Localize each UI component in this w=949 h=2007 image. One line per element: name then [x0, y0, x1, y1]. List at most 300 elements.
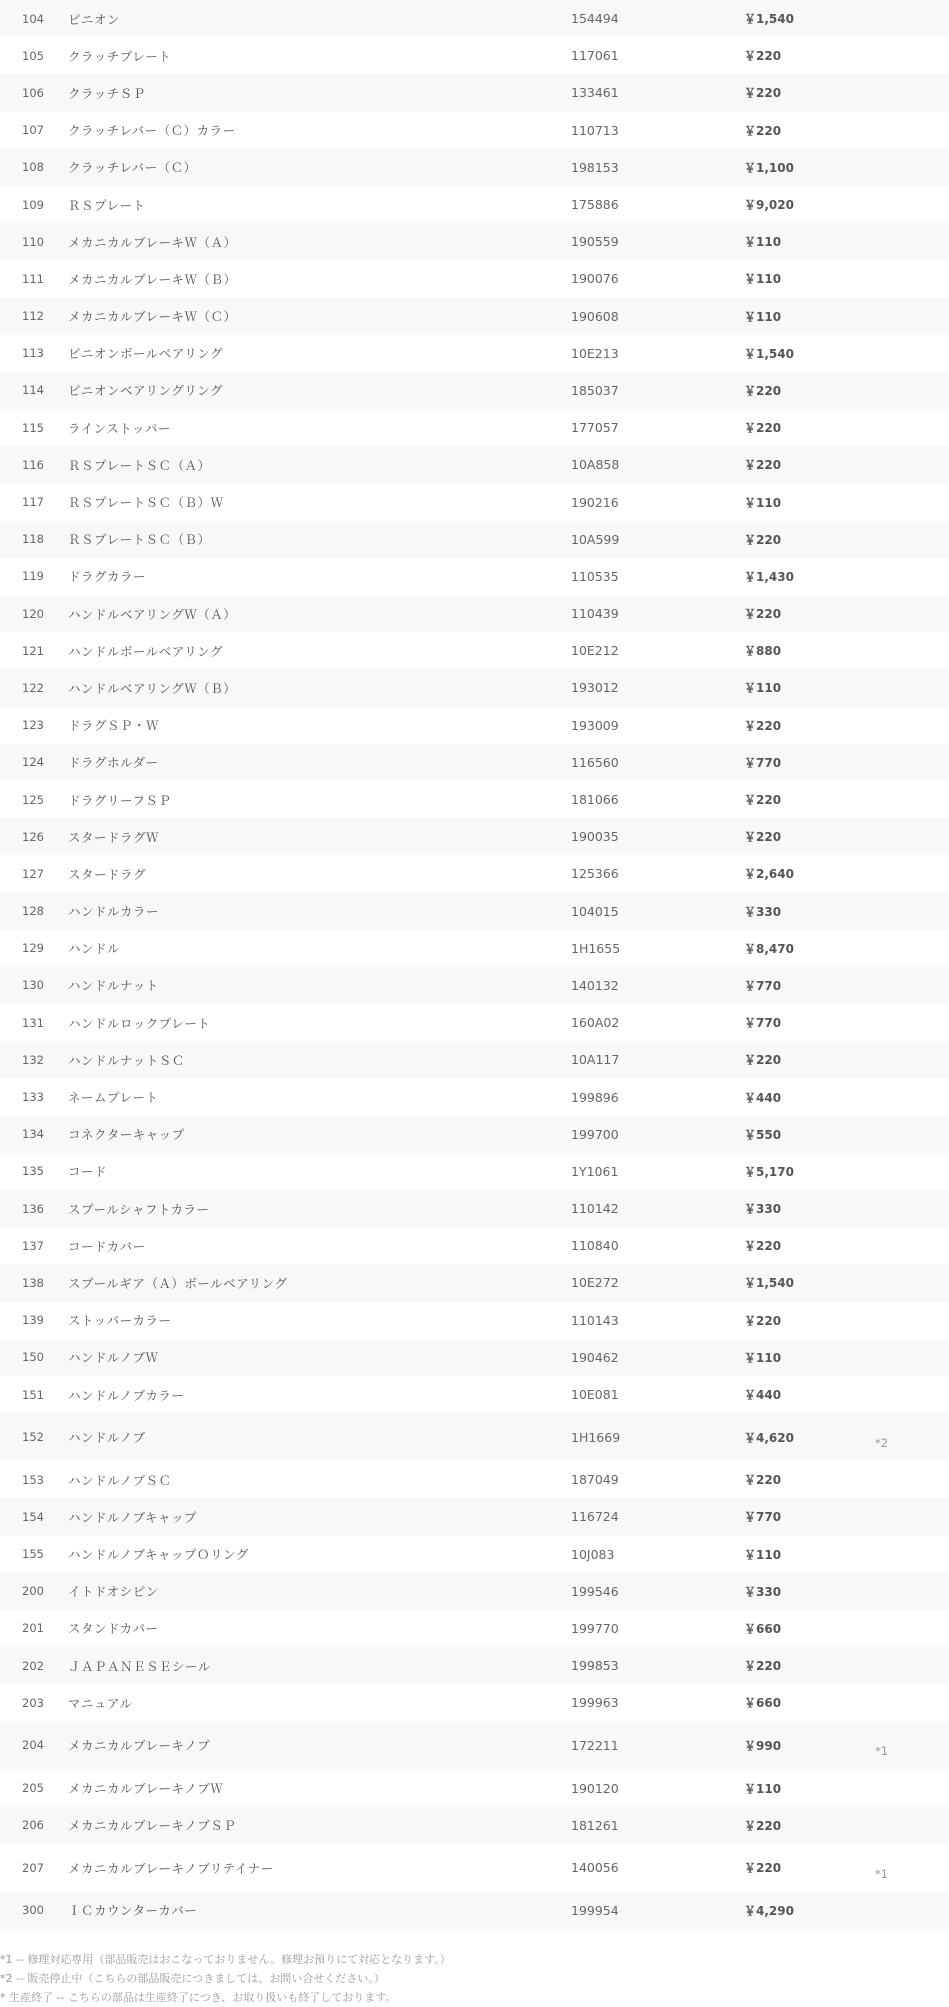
part-price-cell: ￥220	[744, 1861, 782, 1876]
table-row	[0, 707, 949, 744]
part-name-cell: メカニカルブレーキノブＳＰ	[68, 1818, 237, 1834]
table-row	[0, 1153, 949, 1190]
part-number-cell: 111	[22, 271, 44, 286]
part-note-cell	[832, 632, 949, 669]
part-code-cell: 1Y1061	[571, 1163, 619, 1179]
part-name-cell: ＲＳプレート	[68, 197, 146, 213]
table-row	[0, 1376, 949, 1413]
part-note-cell: *2	[875, 1436, 889, 1451]
part-note-cell	[832, 1536, 949, 1573]
part-code-cell: 160A02	[571, 1015, 620, 1031]
part-number-cell: 107	[22, 123, 44, 138]
part-code-cell: 199954	[571, 1902, 619, 1918]
part-note-cell	[832, 893, 949, 930]
part-note-cell	[832, 744, 949, 781]
table-row	[0, 1041, 949, 1078]
part-code-cell: 154494	[571, 11, 619, 27]
part-price-cell: ￥1,540	[744, 1276, 794, 1291]
part-name-cell: スタードラグ	[68, 866, 147, 882]
part-code-cell: 199770	[571, 1620, 619, 1636]
part-note-cell	[832, 112, 949, 149]
part-code-cell: 187049	[571, 1472, 619, 1488]
table-row	[0, 1190, 949, 1227]
part-name-cell: コードカバー	[68, 1238, 146, 1254]
part-code-cell: 10E272	[571, 1275, 619, 1291]
table-row	[0, 1610, 949, 1647]
part-code-cell: 199853	[571, 1658, 619, 1674]
part-note-cell	[832, 855, 949, 892]
part-code-cell: 199963	[571, 1695, 619, 1711]
part-note-cell	[832, 186, 949, 223]
part-price-cell: ￥220	[744, 1313, 782, 1328]
part-price-cell: ￥660	[744, 1696, 782, 1711]
part-note-cell	[832, 1190, 949, 1227]
part-number-cell: 118	[22, 532, 44, 547]
part-code-cell: 177057	[571, 420, 619, 436]
part-code-cell: 190462	[571, 1349, 619, 1365]
part-code-cell: 198153	[571, 159, 619, 175]
part-note-cell	[832, 1892, 949, 1929]
part-price-cell: ￥110	[744, 1781, 782, 1796]
part-note-cell	[832, 669, 949, 706]
part-code-cell: 181066	[571, 792, 619, 808]
part-price-cell: ￥220	[744, 1818, 782, 1833]
part-number-cell: 150	[22, 1350, 44, 1365]
part-name-cell: スタードラグＷ	[68, 829, 160, 845]
part-name-cell: ピニオンベアリングリング	[68, 383, 224, 399]
part-number-cell: 204	[22, 1738, 44, 1753]
part-code-cell: 104015	[571, 903, 619, 919]
part-price-cell: ￥220	[744, 532, 782, 547]
part-name-cell: メカニカルブレーキＷ（Ａ）	[68, 234, 237, 250]
part-code-cell: 10A117	[571, 1052, 620, 1068]
table-row	[0, 967, 949, 1004]
part-name-cell: スプールギア（Ａ）ボールベアリング	[68, 1275, 288, 1291]
part-number-cell: 151	[22, 1387, 44, 1402]
part-price-cell: ￥1,100	[744, 160, 794, 175]
table-row	[0, 893, 949, 930]
part-name-cell: スプールシャフトカラー	[68, 1201, 210, 1217]
part-price-cell: ￥110	[744, 1350, 782, 1365]
table-row	[0, 744, 949, 781]
part-price-cell: ￥220	[744, 86, 782, 101]
part-price-cell: ￥110	[744, 272, 782, 287]
part-name-cell: ハンドルノブＳＣ	[68, 1472, 172, 1488]
part-note-cell	[832, 1610, 949, 1647]
part-note-cell	[832, 1647, 949, 1684]
part-note-cell	[832, 1769, 949, 1806]
part-code-cell: 10A858	[571, 457, 620, 473]
part-number-cell: 206	[22, 1818, 44, 1833]
part-name-cell: ピニオンボールベアリング	[68, 346, 224, 362]
part-name-cell: クラッチレバー（Ｃ）カラー	[68, 123, 236, 139]
part-price-cell: ￥660	[744, 1621, 782, 1636]
part-price-cell: ￥5,170	[744, 1164, 794, 1179]
table-row	[0, 409, 949, 446]
part-note-cell	[832, 1498, 949, 1535]
part-number-cell: 106	[22, 85, 44, 100]
part-number-cell: 201	[22, 1621, 44, 1636]
table-row	[0, 558, 949, 595]
part-code-cell: 190120	[571, 1780, 619, 1796]
part-price-cell: ￥220	[744, 1053, 782, 1068]
part-price-cell: ￥4,290	[744, 1903, 794, 1918]
part-price-cell: ￥220	[744, 1659, 782, 1674]
part-code-cell: 116560	[571, 754, 619, 770]
table-row	[0, 669, 949, 706]
part-code-cell: 181261	[571, 1817, 619, 1833]
part-number-cell: 202	[22, 1658, 44, 1673]
part-price-cell: ￥330	[744, 904, 782, 919]
part-price-cell: ￥770	[744, 1016, 782, 1031]
part-note-cell	[832, 521, 949, 558]
table-row	[0, 335, 949, 372]
part-name-cell: ドラグリーフＳＰ	[68, 792, 172, 808]
table-row	[0, 1339, 949, 1376]
part-price-cell: ￥880	[744, 644, 782, 659]
part-name-cell: ＲＳプレートＳＣ（Ｂ）	[68, 532, 211, 548]
part-note-cell	[832, 1116, 949, 1153]
table-row	[0, 1647, 949, 1684]
part-note-cell: *1	[875, 1744, 889, 1759]
part-number-cell: 122	[22, 680, 44, 695]
part-code-cell: 110142	[571, 1201, 619, 1217]
part-price-cell: ￥110	[744, 681, 782, 696]
part-note-cell	[832, 1684, 949, 1721]
part-name-cell: クラッチレバー（Ｃ）	[68, 160, 197, 176]
table-row	[0, 372, 949, 409]
part-note-cell	[832, 149, 949, 186]
part-name-cell: イトドオシピン	[68, 1584, 159, 1600]
part-number-cell: 105	[22, 48, 44, 63]
part-price-cell: ￥220	[744, 793, 782, 808]
part-number-cell: 136	[22, 1201, 44, 1216]
table-row	[0, 186, 949, 223]
part-code-cell: 190559	[571, 234, 619, 250]
part-price-cell: ￥220	[744, 1473, 782, 1488]
footnote-1: *1 -- 修理対応専用（部品販売はおこなっておりません。修理お預りにて対応となります。）	[0, 1953, 451, 1966]
table-row	[0, 112, 949, 149]
part-number-cell: 110	[22, 234, 44, 249]
part-price-cell: ￥220	[744, 123, 782, 138]
part-price-cell: ￥110	[744, 1547, 782, 1562]
part-note-cell	[832, 0, 949, 37]
part-note-cell	[832, 260, 949, 297]
part-note-cell	[832, 1807, 949, 1844]
part-name-cell: ハンドルノブキャップ	[68, 1509, 198, 1525]
part-note-cell	[832, 335, 949, 372]
table-row	[0, 483, 949, 520]
part-price-cell: ￥1,540	[744, 346, 794, 361]
part-code-cell: 190608	[571, 308, 619, 324]
part-code-cell: 185037	[571, 382, 619, 398]
table-row	[0, 1769, 949, 1806]
part-price-cell: ￥220	[744, 718, 782, 733]
part-number-cell: 116	[22, 457, 44, 472]
part-price-cell: ￥8,470	[744, 941, 794, 956]
part-name-cell: ハンドルベアリングＷ（Ａ）	[68, 606, 237, 622]
table-row	[0, 0, 949, 37]
part-code-cell: 193009	[571, 717, 619, 733]
part-name-cell: マニュアル	[68, 1695, 133, 1711]
table-row	[0, 1721, 949, 1769]
footnote-3: * 生産終了 -- こちらの部品は生産終了につき、お取り扱いも終了しております。	[0, 1991, 397, 2004]
part-number-cell: 131	[22, 1015, 44, 1030]
part-price-cell: ￥4,620	[744, 1430, 794, 1445]
part-name-cell: ラインストッパー	[68, 420, 171, 436]
table-row	[0, 298, 949, 335]
part-note-cell	[832, 1227, 949, 1264]
part-name-cell: ＲＳプレートＳＣ（Ａ）	[68, 457, 211, 473]
part-number-cell: 127	[22, 866, 44, 881]
part-number-cell: 112	[22, 309, 44, 324]
part-note-cell	[832, 74, 949, 111]
part-note-cell	[832, 446, 949, 483]
table-row	[0, 1413, 949, 1461]
part-number-cell: 139	[22, 1313, 44, 1328]
part-number-cell: 125	[22, 792, 44, 807]
part-number-cell: 132	[22, 1052, 44, 1067]
part-name-cell: メカニカルブレーキノブＷ	[68, 1781, 224, 1797]
part-note-cell	[832, 483, 949, 520]
part-name-cell: ハンドルノブカラー	[68, 1387, 185, 1403]
part-name-cell: ハンドルノブキャップＯリング	[68, 1547, 249, 1563]
part-name-cell: ハンドルロックプレート	[68, 1015, 211, 1031]
part-note-cell	[832, 1376, 949, 1413]
part-price-cell: ￥220	[744, 421, 782, 436]
part-number-cell: 108	[22, 160, 44, 175]
part-note-cell	[832, 818, 949, 855]
part-price-cell: ￥770	[744, 755, 782, 770]
part-code-cell: 110143	[571, 1312, 619, 1328]
table-row	[0, 1078, 949, 1115]
part-name-cell: ハンドル	[68, 941, 121, 957]
part-note-cell	[832, 707, 949, 744]
part-note-cell: *1	[875, 1866, 889, 1881]
part-code-cell: 10E213	[571, 345, 619, 361]
part-number-cell: 121	[22, 643, 44, 658]
part-note-cell	[832, 1264, 949, 1301]
table-row	[0, 1461, 949, 1498]
part-name-cell: ＪＡＰＡＮＥＳＥシール	[68, 1658, 211, 1674]
table-row	[0, 223, 949, 260]
part-price-cell: ￥220	[744, 830, 782, 845]
part-name-cell: ストッパーカラー	[68, 1313, 172, 1329]
part-price-cell: ￥110	[744, 235, 782, 250]
part-name-cell: メカニカルブレーキＷ（Ｂ）	[68, 271, 237, 287]
part-code-cell: 125366	[571, 866, 619, 882]
part-price-cell: ￥220	[744, 1239, 782, 1254]
part-code-cell: 175886	[571, 197, 619, 213]
part-number-cell: 130	[22, 978, 44, 993]
part-name-cell: ドラグＳＰ・Ｗ	[68, 718, 160, 734]
table-row	[0, 521, 949, 558]
table-row	[0, 1807, 949, 1844]
part-name-cell: ＲＳプレートＳＣ（Ｂ）Ｗ	[68, 495, 224, 511]
part-name-cell: クラッチプレート	[68, 48, 172, 64]
table-row	[0, 930, 949, 967]
part-number-cell: 115	[22, 420, 44, 435]
part-number-cell: 128	[22, 904, 44, 919]
part-number-cell: 119	[22, 569, 44, 584]
part-number-cell: 203	[22, 1695, 44, 1710]
part-price-cell: ￥440	[744, 1090, 782, 1105]
part-number-cell: 113	[22, 346, 44, 361]
part-price-cell: ￥770	[744, 978, 782, 993]
table-row	[0, 1536, 949, 1573]
table-row	[0, 855, 949, 892]
part-name-cell: クラッチＳＰ	[68, 85, 146, 101]
part-code-cell: 190076	[571, 271, 619, 287]
part-name-cell: ネームプレート	[68, 1090, 159, 1106]
part-number-cell: 205	[22, 1781, 44, 1796]
part-note-cell	[832, 595, 949, 632]
part-note-cell	[832, 930, 949, 967]
part-price-cell: ￥220	[744, 383, 782, 398]
part-code-cell: 199546	[571, 1583, 619, 1599]
part-name-cell: ハンドルナットＳＣ	[68, 1052, 185, 1068]
part-note-cell	[832, 409, 949, 446]
part-code-cell: 110840	[571, 1238, 619, 1254]
part-number-cell: 138	[22, 1275, 44, 1290]
part-code-cell: 190216	[571, 494, 619, 510]
part-number-cell: 114	[22, 383, 44, 398]
part-number-cell: 154	[22, 1509, 44, 1524]
part-name-cell: ハンドルナット	[68, 978, 159, 994]
table-row	[0, 1004, 949, 1041]
part-code-cell: 140132	[571, 977, 619, 993]
part-number-cell: 200	[22, 1584, 44, 1599]
table-row	[0, 1227, 949, 1264]
part-price-cell: ￥9,020	[744, 198, 794, 213]
part-name-cell: コード	[68, 1164, 108, 1180]
part-name-cell: メカニカルブレーキＷ（Ｃ）	[68, 309, 237, 325]
part-name-cell: ＩＣカウンターカバー	[68, 1903, 198, 1919]
part-code-cell: 10E212	[571, 643, 619, 659]
table-row	[0, 149, 949, 186]
part-price-cell: ￥110	[744, 495, 782, 510]
part-code-cell: 199700	[571, 1126, 619, 1142]
part-code-cell: 10J083	[571, 1546, 615, 1562]
part-price-cell: ￥330	[744, 1202, 782, 1217]
part-price-cell: ￥220	[744, 49, 782, 64]
part-note-cell	[832, 1078, 949, 1115]
table-row	[0, 818, 949, 855]
part-number-cell: 129	[22, 941, 44, 956]
part-number-cell: 155	[22, 1547, 44, 1562]
part-note-cell	[832, 558, 949, 595]
part-note-cell	[832, 1302, 949, 1339]
part-code-cell: 1H1669	[571, 1429, 621, 1445]
part-number-cell: 300	[22, 1903, 44, 1918]
part-name-cell: ハンドルノブＷ	[68, 1350, 159, 1366]
part-note-cell	[832, 1339, 949, 1376]
part-number-cell: 135	[22, 1164, 44, 1179]
part-name-cell: メカニカルブレーキノブリテイナー	[68, 1860, 274, 1876]
part-name-cell: メカニカルブレーキノブ	[68, 1738, 211, 1754]
part-price-cell: ￥1,430	[744, 569, 794, 584]
part-note-cell	[832, 781, 949, 818]
table-row	[0, 1892, 949, 1929]
part-number-cell: 153	[22, 1472, 44, 1487]
table-row	[0, 1573, 949, 1610]
part-number-cell: 126	[22, 829, 44, 844]
part-code-cell: 110713	[571, 122, 619, 138]
part-number-cell: 123	[22, 718, 44, 733]
part-price-cell: ￥550	[744, 1127, 782, 1142]
part-number-cell: 134	[22, 1127, 44, 1142]
part-number-cell: 124	[22, 755, 44, 770]
part-name-cell: ハンドルカラー	[68, 904, 160, 920]
table-row	[0, 1264, 949, 1301]
part-name-cell: スタンドカバー	[68, 1621, 159, 1637]
part-name-cell: コネクターキャップ	[68, 1127, 185, 1143]
part-note-cell	[832, 1573, 949, 1610]
part-name-cell: ハンドルノブ	[68, 1430, 146, 1446]
part-number-cell: 109	[22, 197, 44, 212]
part-price-cell: ￥220	[744, 458, 782, 473]
part-code-cell: 110439	[571, 606, 619, 622]
part-name-cell: ハンドルボールベアリング	[68, 643, 224, 659]
part-name-cell: ピニオン	[68, 11, 121, 27]
part-price-cell: ￥220	[744, 607, 782, 622]
table-row	[0, 446, 949, 483]
part-name-cell: ハンドルベアリングＷ（Ｂ）	[68, 680, 237, 696]
part-note-cell	[832, 372, 949, 409]
part-note-cell	[832, 37, 949, 74]
part-code-cell: 172211	[571, 1737, 619, 1753]
part-number-cell: 133	[22, 1090, 44, 1105]
part-number-cell: 152	[22, 1430, 44, 1445]
table-row	[0, 1684, 949, 1721]
part-code-cell: 117061	[571, 48, 619, 64]
part-code-cell: 10A599	[571, 531, 620, 547]
part-number-cell: 137	[22, 1238, 44, 1253]
part-code-cell: 133461	[571, 85, 619, 101]
table-row	[0, 1844, 949, 1892]
part-note-cell	[832, 967, 949, 1004]
footnotes	[0, 1950, 949, 2007]
part-code-cell: 1H1655	[571, 940, 621, 956]
part-price-cell: ￥330	[744, 1584, 782, 1599]
footnote-2: *2 -- 販売停止中（こちらの部品販売につきましては、お問い合せください。）	[0, 1972, 385, 1985]
table-row	[0, 781, 949, 818]
table-row	[0, 1498, 949, 1535]
part-price-cell: ￥440	[744, 1388, 782, 1403]
part-note-cell	[832, 1041, 949, 1078]
part-code-cell: 199896	[571, 1089, 619, 1105]
part-number-cell: 104	[22, 11, 44, 26]
part-number-cell: 207	[22, 1860, 44, 1875]
table-row	[0, 37, 949, 74]
part-code-cell: 10E081	[571, 1387, 619, 1403]
table-row	[0, 632, 949, 669]
part-price-cell: ￥110	[744, 309, 782, 324]
part-note-cell	[832, 1461, 949, 1498]
part-code-cell: 140056	[571, 1860, 619, 1876]
part-price-cell: ￥2,640	[744, 867, 794, 882]
table-row	[0, 1116, 949, 1153]
table-row	[0, 74, 949, 111]
part-price-cell: ￥770	[744, 1510, 782, 1525]
table-row	[0, 260, 949, 297]
part-price-cell: ￥990	[744, 1738, 782, 1753]
part-note-cell	[832, 298, 949, 335]
part-code-cell: 110535	[571, 568, 619, 584]
part-number-cell: 117	[22, 495, 44, 510]
part-code-cell: 193012	[571, 680, 619, 696]
part-note-cell	[832, 1153, 949, 1190]
